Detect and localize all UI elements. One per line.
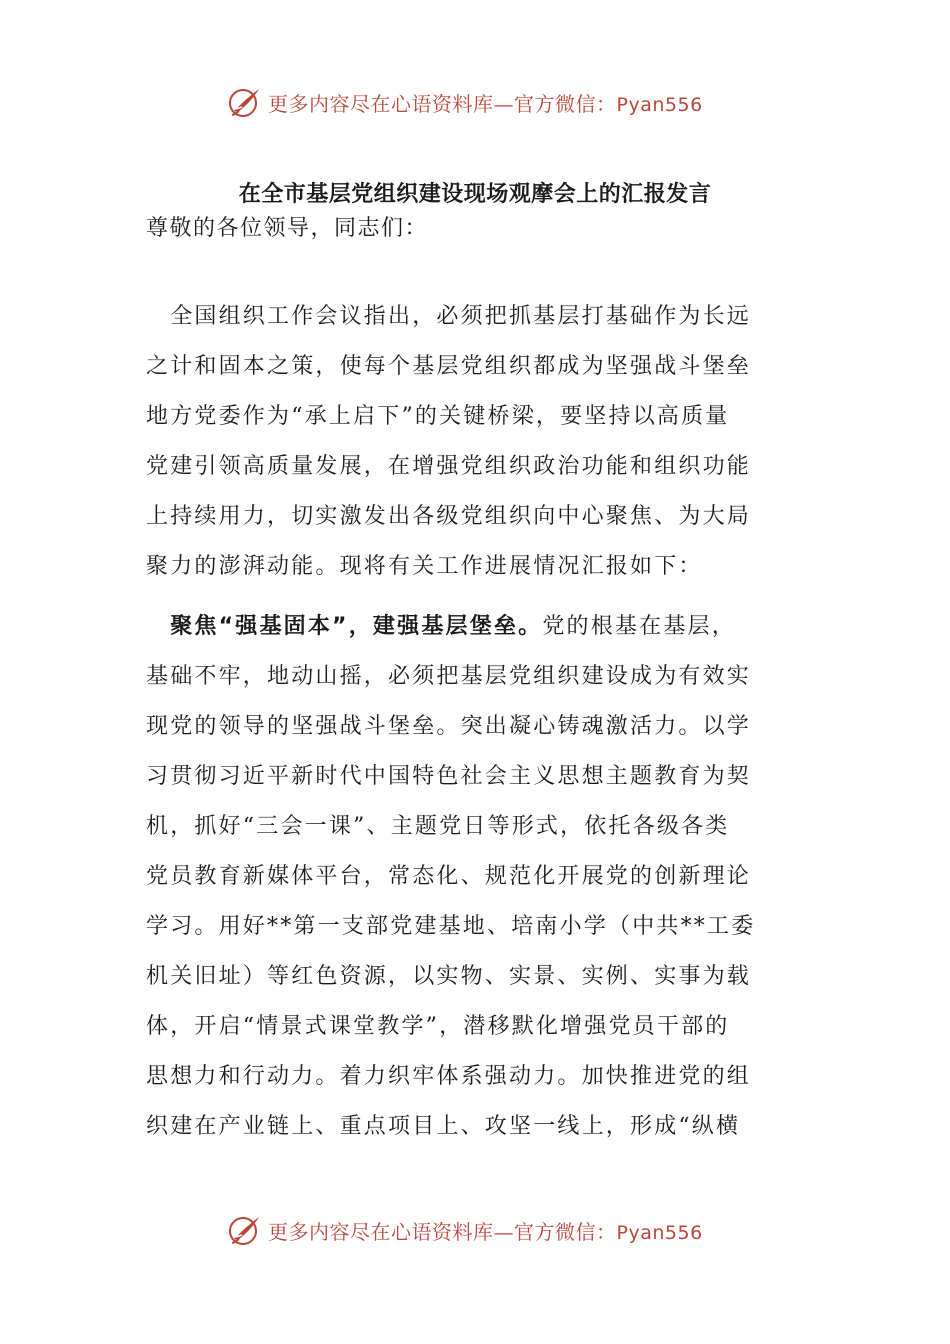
text-line: 思想力和行动力。着力织牢体系强动力。加快推进党的组 (146, 1064, 752, 1089)
text-line: 机关旧址）等红色资源，以实物、实景、实例、实事为载 (146, 964, 752, 989)
quill-pen-logo-icon (228, 85, 262, 119)
text-line: 之计和固本之策，使每个基层党组织都成为坚强战斗堡垒 (146, 354, 752, 379)
quill-pen-logo-icon (228, 1213, 262, 1247)
footer-banner (228, 1212, 748, 1248)
section-heading-rest: 党的根基在基层， (542, 614, 736, 639)
text-line: 聚力的澎湃动能。现将有关工作进展情况汇报如下： (146, 554, 703, 579)
paragraph-intro (146, 292, 806, 592)
text-line: 地方党委作为“承上启下”的关键桥梁，要坚持以高质量 (146, 404, 730, 429)
text-line (146, 602, 806, 652)
text-line: 上持续用力，切实激发出各级党组织向中心聚焦、为大局 (146, 504, 752, 529)
document-body (146, 292, 806, 1162)
text-line: 党建引领高质量发展，在增强党组织政治功能和组织功能 (146, 454, 752, 479)
salutation: 尊敬的各位领导，同志们： (146, 216, 429, 241)
text-line: 党员教育新媒体平台，常态化、规范化开展党的创新理论 (146, 864, 752, 889)
banner-text: 更多内容尽在心语资料库—官方微信：Pyan556 (268, 91, 703, 116)
text-line: 习贯彻习近平新时代中国特色社会主义思想主题教育为契 (146, 764, 752, 789)
text-line: 织建在产业链上、重点项目上、攻坚一线上，形成“纵横 (146, 1114, 741, 1139)
header-banner (228, 84, 748, 120)
section-heading: 聚焦“强基固本”，建强基层堡垒。 (146, 614, 543, 639)
text-line: 全国组织工作会议指出，必须把抓基层打基础作为长远 (146, 304, 752, 329)
banner-text: 更多内容尽在心语资料库—官方微信：Pyan556 (268, 1219, 703, 1244)
text-line: 体，开启“情景式课堂教学”，潜移默化增强党员干部的 (146, 1014, 730, 1039)
text-line: 基础不牢，地动山摇，必须把基层党组织建设成为有效实 (146, 664, 752, 689)
text-line: 机，抓好“三会一课”、主题党日等形式，依托各级各类 (146, 814, 730, 839)
document-title: 在全市基层党组织建设现场观摩会上的汇报发言 (238, 182, 712, 207)
paragraph-section-1 (146, 602, 806, 1152)
text-line: 现党的领导的坚强战斗堡垒。突出凝心铸魂激活力。以学 (146, 714, 752, 739)
text-line: 学习。用好**第一支部党建基地、培南小学（中共**工委 (146, 914, 756, 939)
